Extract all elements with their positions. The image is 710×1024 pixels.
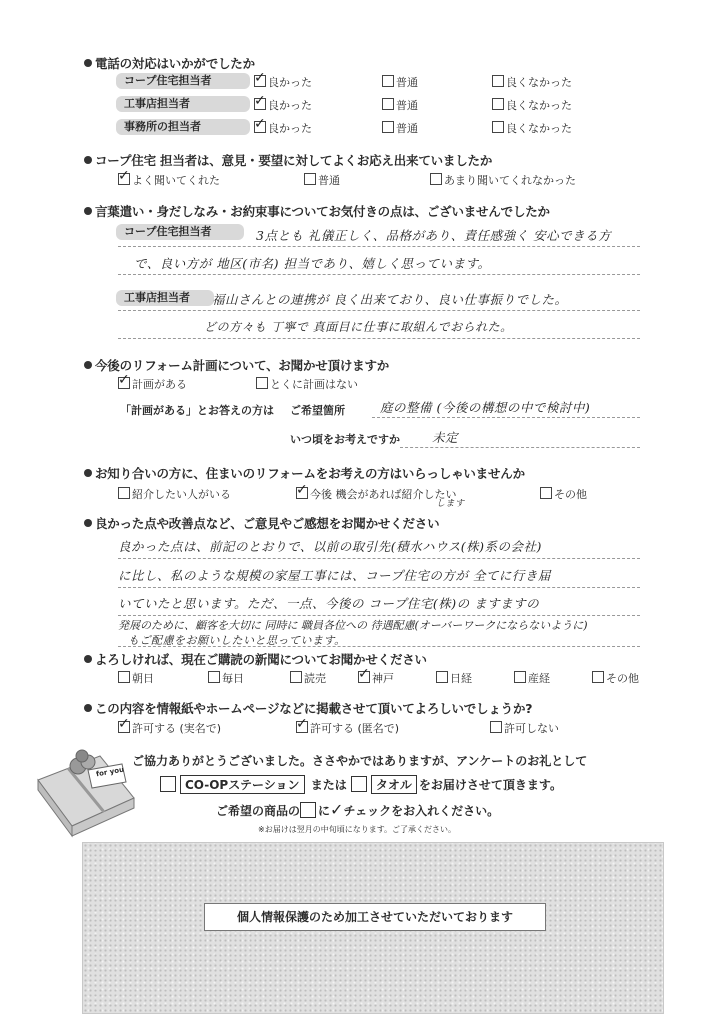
q7-opt-sankei[interactable] [514,670,550,686]
checkbox-icon [540,487,552,499]
q5-opt3[interactable] [540,486,587,502]
q5-opt1[interactable] [118,486,231,502]
bullet-icon [84,59,92,67]
gift-option-checkbox[interactable] [160,776,176,792]
q2-opt3[interactable] [430,172,576,188]
q7-title-text: よろしければ、現在ご購読の新聞についてお聞かせください [95,652,427,667]
q5-opt-label: 今後 機会があれば紹介したい [310,488,457,501]
q4-when-value: 未定 [432,430,459,445]
q3-title [84,202,550,220]
q3-title-text: 言葉遣い・身だしなみ・お約束事についてお気付きの点は、ございませんでしたか [95,204,550,219]
q1-row3-opt2[interactable] [382,120,418,136]
gift-line1: ご協力ありがとうございました。ささやかではありますが、アンケートのお礼として [132,754,588,768]
q4-opt1[interactable] [118,376,187,392]
q7-opt-kobe[interactable] [358,670,394,686]
checkbox-checked-icon [254,75,266,87]
q4-title [84,356,389,374]
q3-coop-line2: で、良い方が 地区(市名) 担当であり、嬉しく思っています。 [134,256,491,271]
checkbox-icon [304,173,316,185]
q1-title-text: 電話の対応はいかがでしたか [95,56,255,71]
q7-opt-label: 神戸 [372,672,394,685]
q4-plan-label: 「計画がある」とお答えの方は [120,404,274,417]
q7-opt-asahi[interactable] [118,670,154,686]
q1-opt-label: 普通 [396,99,418,112]
q4-place-value: 庭の整備 (今後の構想の中で検討中) [380,400,591,415]
q1-opt-label: 良くなかった [506,122,572,135]
divider [118,310,640,311]
checkbox-icon [430,173,442,185]
q1-opt-label: 良かった [268,99,312,112]
q7-opt-label: 日経 [450,672,472,685]
q4-opt-label: とくに計画はない [270,378,358,391]
q8-opt3[interactable] [490,720,559,736]
q6-title [84,514,439,532]
q5-title-text: お知り合いの方に、住まいのリフォームをお考えの方はいらっしゃいませんか [95,466,525,481]
bullet-icon [84,156,92,164]
q3-koji-line1: 福山さんとの連携が 良く出来ており、良い仕事振りでした。 [212,292,568,307]
checkbox-icon [492,75,504,87]
q1-row3-opt1[interactable] [254,120,312,136]
q1-row1-opt1[interactable] [254,74,312,90]
q1-opt-label: 良かった [268,122,312,135]
privacy-message: 個人情報保護のため加工させていただいております [204,903,546,931]
q8-opt-label: 許可する (匿名で) [310,722,400,735]
q2-opt-label: よく聞いてくれた [132,174,220,187]
q5-opt-label: 紹介したい人がいる [132,488,231,501]
bullet-icon [84,469,92,477]
q1-title [84,54,255,72]
q1-opt-label: 普通 [396,122,418,135]
q1-opt-label: 良くなかった [506,76,572,89]
bullet-icon [84,361,92,369]
checkbox-icon [290,671,302,683]
gift-option-towel: タオル [371,775,417,794]
q1-opt-label: 普通 [396,76,418,89]
q8-title [84,699,532,717]
q4-opt2[interactable] [256,376,358,392]
q1-row2-opt1[interactable] [254,97,312,113]
q8-opt-label: 許可する (実名で) [132,722,222,735]
divider [118,338,640,339]
q6-line4: 発展のために、顧客を大切に 同時に 職員各位への 待遇配慮(オーバーワークにならないように) [118,619,588,632]
q8-title-text: この内容を情報紙やホームページなどに掲載させて頂いてよろしいでしょうか? [95,701,533,716]
q4-place-label: ご希望箇所 [290,404,345,417]
gift-line3a: ご希望の商品の [216,804,301,818]
divider [118,246,640,247]
q2-opt1[interactable] [118,172,220,188]
checkmark-icon: ✓ [330,800,344,819]
divider [118,274,640,275]
q7-opt-yomiuri[interactable] [290,670,326,686]
q6-line5: もご配慮をお願いしたいと思っています。 [128,634,346,647]
q5-title [84,464,525,482]
gift-option-coop: CO-OPステーション [180,775,305,794]
checkbox-checked-icon [254,98,266,110]
q7-opt-label: その他 [606,672,639,685]
checkbox-icon [436,671,448,683]
q4-opt-label: 計画がある [132,378,187,391]
q3-koji-label: 工事店担当者 [116,290,214,306]
q2-opt2[interactable] [304,172,340,188]
gift-tail-text: をお届けさせて頂きます。 [418,778,562,792]
gift-line3c: チェックをお入れください。 [343,804,500,818]
checkbox-checked-icon [118,377,130,389]
q7-opt-label: 毎日 [222,672,244,685]
q7-opt-label: 朝日 [132,672,154,685]
gift-box-icon [30,740,140,840]
q1-opt-label: 良かった [268,76,312,89]
checkbox-icon [490,721,502,733]
bullet-icon [84,207,92,215]
checkbox-icon [382,98,394,110]
checkbox-icon [382,75,394,87]
q1-row1-opt3[interactable] [492,74,572,90]
q7-opt-mainichi[interactable] [208,670,244,686]
gift-option-checkbox[interactable] [351,776,367,792]
q1-row2-opt3[interactable] [492,97,572,113]
q8-opt-label: 許可しない [504,722,559,735]
q2-opt-label: あまり聞いてくれなかった [444,174,576,187]
gift-tag-text: for you [95,765,125,779]
checkbox-icon [118,487,130,499]
q2-opt-label: 普通 [318,174,340,187]
checkbox-icon [514,671,526,683]
q3-coop-label: コープ住宅担当者 [116,224,244,240]
q7-opt-label: 読売 [304,672,326,685]
divider [372,417,640,418]
checkbox-checked-icon [296,721,308,733]
q6-line1: 良かった点は、前記のとおりで、以前の取引先(積水ハウス(株)系の会社) [118,539,542,554]
checkbox-checked-icon [118,721,130,733]
q1-opt-label: 良くなかった [506,99,572,112]
q3-coop-line1: 3点とも 礼儀正しく、品格があり、責任感強く 安心できる方 [256,228,612,243]
gift-line3 [216,800,499,819]
q5-opt-label: その他 [554,488,587,501]
checkbox-sample-icon [300,802,316,818]
q4-title-text: 今後のリフォーム計画について、お聞かせ頂けますか [95,358,390,373]
checkbox-checked-icon [358,671,370,683]
checkbox-icon [382,121,394,133]
q2-title-text: コープ住宅 担当者は、意見・要望に対してよくお応え出来ていましたか [95,153,493,168]
checkbox-checked-icon [296,487,308,499]
checkbox-icon [492,98,504,110]
q6-line2: に比し、私のような規模の家屋工事には、コープ住宅の方が 全てに行き届 [118,568,551,583]
bullet-icon [84,655,92,663]
q1-row1-label: コープ住宅担当者 [116,73,250,89]
q5-opt2-handwritten: します [436,499,465,509]
q8-opt2[interactable] [296,720,399,736]
bullet-icon [84,519,92,527]
q7-opt-nikkei[interactable] [436,670,472,686]
q2-title [84,151,492,169]
gift-line3b: に [318,804,331,818]
q7-opt-other[interactable] [592,670,639,686]
checkbox-icon [492,121,504,133]
divider [118,646,640,647]
checkbox-icon [256,377,268,389]
q3-koji-line2: どの方々も 丁寧で 真面目に仕事に取組んでおられた。 [204,320,513,334]
divider [118,558,640,559]
gift-line2 [160,775,562,794]
divider [400,447,640,448]
q4-when-label: いつ頃をお考えですか [290,433,400,446]
divider [118,615,640,616]
q8-opt1[interactable] [118,720,221,736]
q5-opt2[interactable] [296,486,457,502]
checkbox-checked-icon [118,173,130,185]
checkbox-checked-icon [254,121,266,133]
q6-title-text: 良かった点や改善点など、ご意見やご感想をお聞かせください [95,516,440,531]
q1-row3-label: 事務所の担当者 [116,119,250,135]
q7-opt-label: 産経 [528,672,550,685]
q6-line3: いていたと思います。ただ、一点、今後の コープ住宅(株)の ますますの [118,596,540,611]
q1-row2-opt2[interactable] [382,97,418,113]
divider [118,587,640,588]
checkbox-icon [118,671,130,683]
checkbox-icon [208,671,220,683]
gift-or-text: または [310,778,347,792]
q1-row3-opt3[interactable] [492,120,572,136]
bullet-icon [84,704,92,712]
q7-title [84,650,427,668]
checkbox-icon [592,671,604,683]
q1-row1-opt2[interactable] [382,74,418,90]
gift-note: ※お届けは翌月の中旬頃になります。ご了承ください。 [258,825,457,834]
q1-row2-label: 工事店担当者 [116,96,250,112]
